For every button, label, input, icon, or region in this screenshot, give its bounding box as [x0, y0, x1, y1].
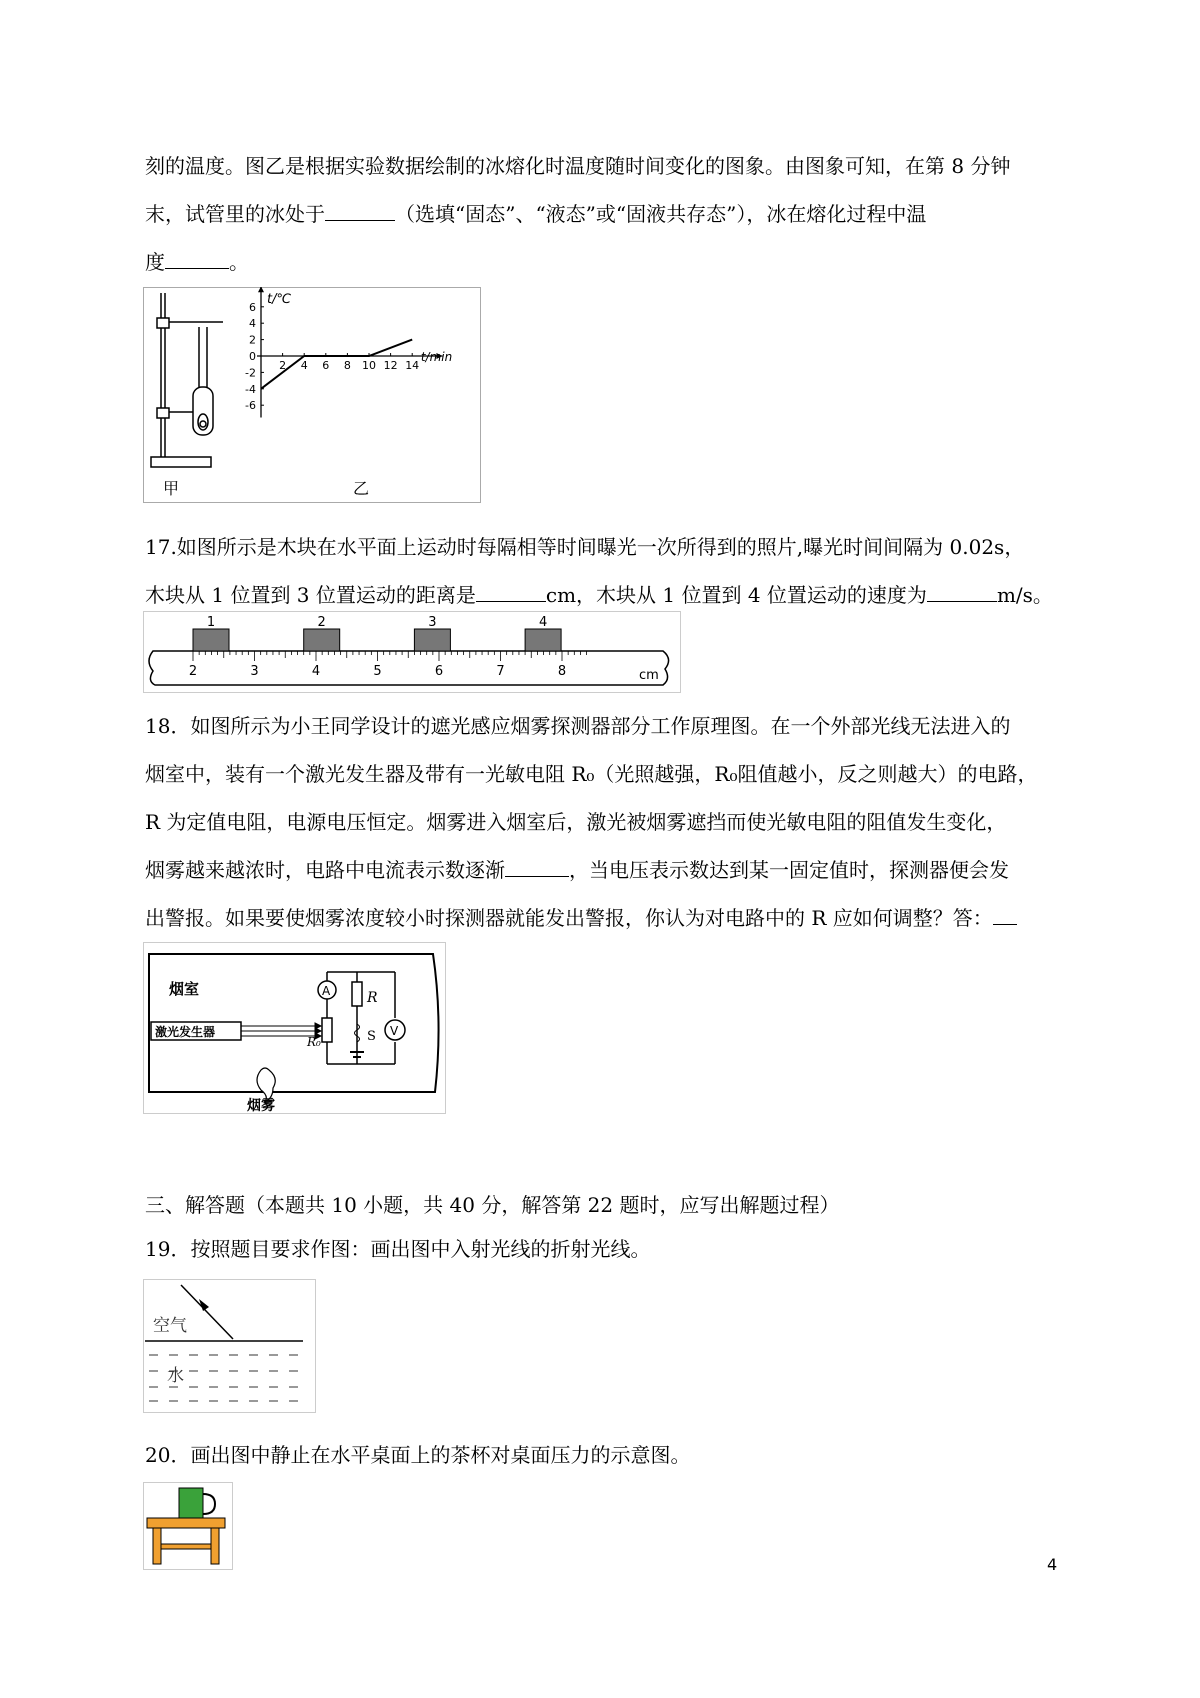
- q18-line5: [145, 904, 1017, 932]
- block-label: 2: [317, 615, 326, 630]
- section3-heading: 三、解答题（本题共 10 小题，共 40 分，解答第 22 题时，应写出解题过程）: [145, 1193, 840, 1217]
- ruler-number: 4: [311, 664, 321, 679]
- x-tick-label: 2: [279, 359, 287, 372]
- q16-figure: [143, 287, 481, 503]
- y-tick-label: 2: [249, 333, 256, 347]
- smoke-room-label: 烟室: [169, 980, 200, 998]
- q16-line2: [145, 200, 926, 228]
- voltmeter-label: V: [390, 1024, 399, 1038]
- y-tick-label: -6: [245, 399, 256, 413]
- air-label: 空气: [153, 1316, 187, 1336]
- q18-line4: [145, 856, 1009, 884]
- page-number: 4: [1047, 1555, 1058, 1574]
- y-tick-label: 6: [249, 300, 256, 314]
- x-axis-label: t/min: [420, 350, 453, 364]
- block-label: 1: [206, 615, 216, 630]
- q19-figure: [143, 1279, 316, 1413]
- x-tick-label: 8: [343, 359, 351, 372]
- q18-line4-b: ，当电压表示数达到某一固定值时，探测器便会发: [569, 858, 1009, 882]
- q17-figure: [143, 611, 681, 693]
- x-tick-label: 12: [383, 359, 398, 372]
- ruler-number: 7: [496, 664, 505, 679]
- ruler-number: 5: [373, 664, 382, 679]
- ruler-number: 6: [434, 664, 444, 679]
- y-tick-label: 4: [249, 317, 256, 331]
- y-tick-label: 0: [249, 350, 256, 363]
- q17-line1: 17.如图所示是木块在水平面上运动时每隔相等时间曝光一次所得到的照片,曝光时间间隔为 0.02s，: [145, 535, 1025, 559]
- q17-line2-c: m/s。: [996, 583, 1053, 607]
- ruler-number: 3: [250, 664, 259, 679]
- q18-line5-text: 出警报。如果要使烟雾浓度较小时探测器就能发出警报，你认为对电路中的 R 应如何调整？答：: [145, 906, 993, 930]
- x-tick-label: 6: [322, 359, 330, 372]
- q18-blank1[interactable]: [505, 858, 569, 877]
- q18-line1: 18．如图所示为小王同学设计的遮光感应烟雾探测器部分工作原理图。在一个外部光线无法进入的: [145, 714, 1011, 738]
- q17-blank1[interactable]: [476, 583, 546, 602]
- q16-line2-a: 末，试管里的冰处于: [145, 202, 325, 226]
- q18-blank2[interactable]: [993, 906, 1017, 925]
- switch-S-label: S: [367, 1029, 376, 1044]
- fig-yi-label: 乙: [353, 479, 370, 498]
- x-tick-label: 14: [405, 359, 420, 372]
- q20-text: 20．画出图中静止在水平桌面上的茶杯对桌面压力的示意图。: [145, 1443, 691, 1467]
- q16-line2-b: （选填“固态”、“液态”或“固液共存态”），冰在熔化过程中温: [395, 202, 927, 226]
- water-label: 水: [167, 1366, 184, 1386]
- q18-line4-a: 烟雾越来越浓时，电路中电流表示数逐渐: [145, 858, 505, 882]
- resistor-R-label: R: [367, 990, 378, 1006]
- ruler: [149, 651, 669, 685]
- fig-jia-label: 甲: [163, 479, 180, 498]
- q17-line2-a: 木块从 1 位置到 3 位置运动的距离是: [145, 583, 476, 607]
- ruler-number: 2: [188, 664, 198, 679]
- q18-figure: [143, 942, 446, 1114]
- q16-line1: 刻的温度。图乙是根据实验数据绘制的冰熔化时温度随时间变化的图象。由图象可知，在第 8 分钟: [145, 154, 1011, 178]
- q16-line3: [145, 248, 249, 276]
- q18-line2: 烟室中，装有一个激光发生器及带有一光敏电阻 R₀（光照越强，R₀阻值越小，反之则越大）的电路，: [145, 762, 1038, 786]
- x-tick-label: 4: [300, 359, 308, 372]
- y-axis-label: t/℃: [267, 292, 292, 307]
- block-label: 3: [428, 615, 437, 630]
- ruler-unit: cm: [639, 668, 659, 683]
- ammeter-label: A: [322, 984, 331, 998]
- wood-block: [304, 629, 340, 651]
- laser-label: 激光发生器: [155, 1025, 216, 1039]
- y-tick-label: -2: [245, 366, 256, 380]
- q17-blank2[interactable]: [927, 583, 997, 602]
- teacup-icon: [179, 1488, 203, 1518]
- y-tick-label: -4: [245, 382, 256, 396]
- q17-line2-b: cm，木块从 1 位置到 4 位置运动的速度为: [545, 583, 927, 607]
- ruler-number: 8: [557, 664, 567, 679]
- q16-line3-b: 。: [229, 250, 249, 274]
- q19-text: 19．按照题目要求作图：画出图中入射光线的折射光线。: [145, 1237, 651, 1261]
- resistor-R0-label: R₀: [307, 1035, 321, 1049]
- x-tick-label: 10: [362, 359, 376, 372]
- q16-line3-a: 度: [145, 250, 165, 274]
- wood-block: [193, 629, 229, 651]
- q16-blank1[interactable]: [325, 202, 395, 221]
- q17-line2: [145, 581, 1053, 609]
- q16-blank2[interactable]: [165, 250, 229, 269]
- smoke-label: 烟雾: [247, 1098, 275, 1114]
- block-label: 4: [538, 615, 548, 630]
- q20-figure: [143, 1482, 233, 1570]
- wood-block: [414, 629, 450, 651]
- q18-line3: R 为定值电阻，电源电压恒定。烟雾进入烟室后，激光被烟雾遮挡而使光敏电阻的阻值发生变化，: [145, 810, 1007, 834]
- wood-block: [525, 629, 561, 651]
